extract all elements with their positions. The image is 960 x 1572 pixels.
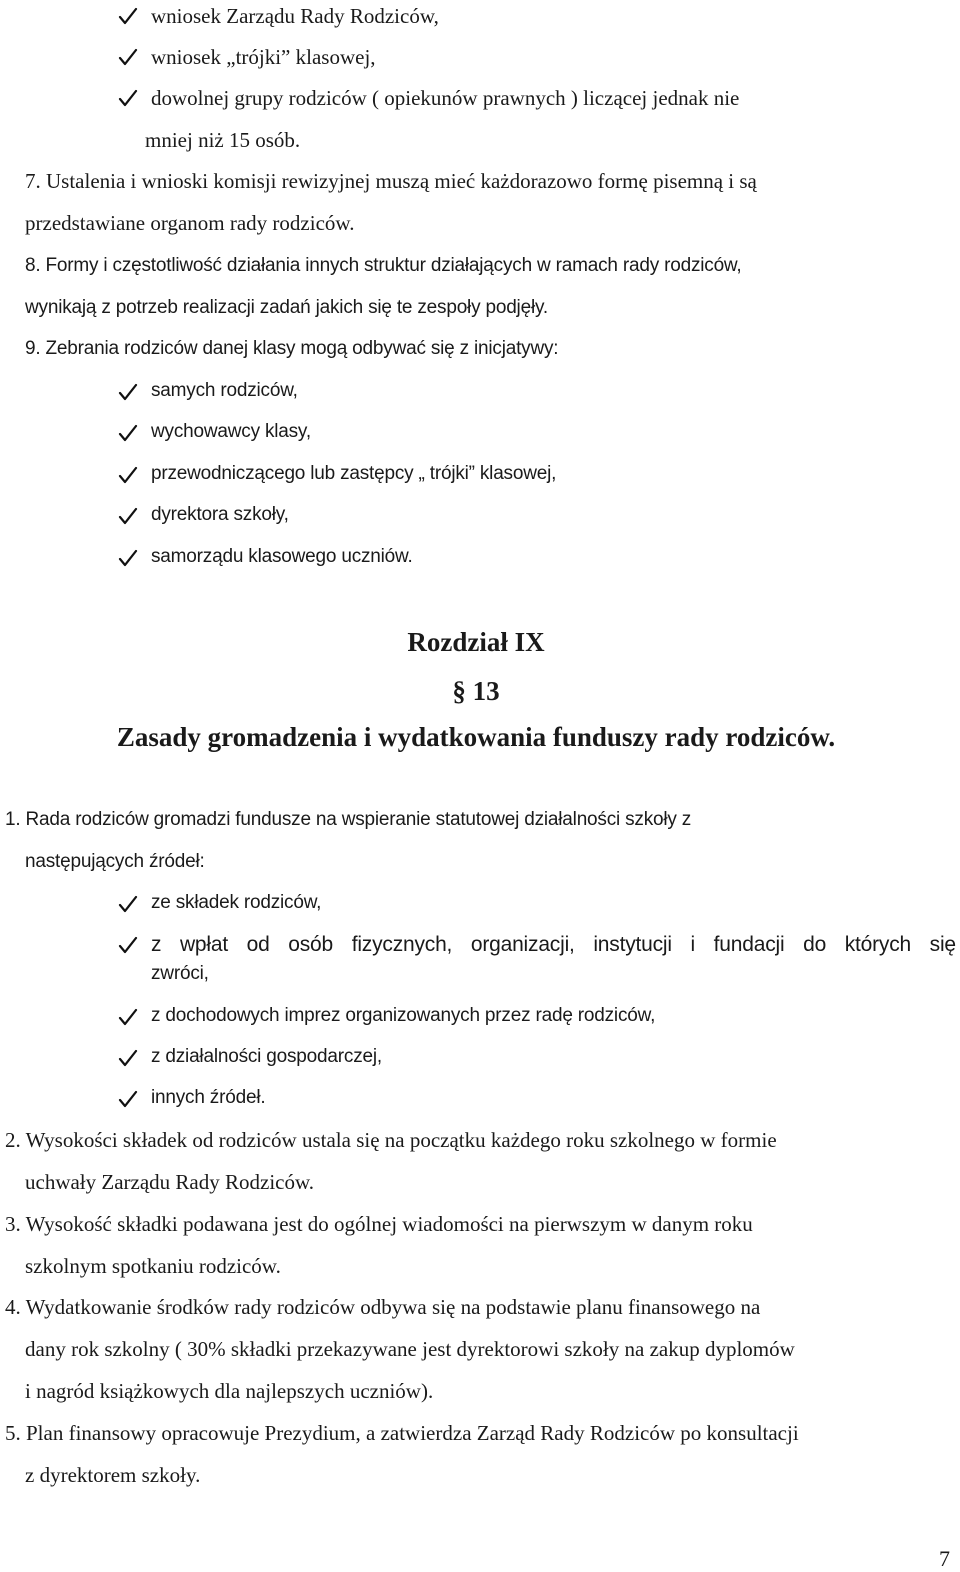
- word: się: [929, 933, 956, 956]
- bullet-continuation: mniej niż 15 osób.: [145, 128, 301, 152]
- source-item: ze składek rodziców,: [151, 892, 322, 913]
- checkmark-icon: [118, 935, 138, 957]
- item-8-line-1: 8. Formy i częstotliwość działania innych struktur działających w ramach rady rodziców,: [25, 255, 742, 276]
- word: fundacji: [713, 933, 785, 956]
- section-4-line-3: i nagród książkowych dla najlepszych uczniów).: [25, 1379, 434, 1403]
- source-item-justified: [151, 932, 956, 958]
- word: fizycznych,: [351, 933, 453, 956]
- checkmark-icon: [118, 1007, 138, 1029]
- bullet-text: wniosek Zarządu Rady Rodziców,: [151, 4, 439, 28]
- word: od: [246, 933, 270, 956]
- checkmark-icon: [118, 6, 138, 28]
- word: których: [844, 933, 912, 956]
- checkmark-icon: [118, 47, 138, 69]
- source-item: z działalności gospodarczej,: [151, 1046, 382, 1067]
- section-3-line-1: 3. Wysokość składki podawana jest do ogólnej wiadomości na pierwszym w danym roku: [5, 1212, 753, 1236]
- word: do: [803, 933, 827, 956]
- chapter-title: Rozdział IX: [407, 627, 545, 657]
- section-2-line-1: 2. Wysokości składek od rodziców ustala się na początku każdego roku szkolnego w formie: [5, 1128, 777, 1152]
- word: z: [151, 933, 162, 956]
- section-1-line-1: 1. Rada rodziców gromadzi fundusze na wspieranie statutowej działalności szkoły z: [5, 809, 692, 830]
- item-8-line-2: wynikają z potrzeb realizacji zadań jakich się te zespoły podjęły.: [25, 297, 548, 318]
- paragraph-number: § 13: [452, 676, 500, 706]
- page-number: 7: [939, 1546, 950, 1571]
- item-7-line-1: 7. Ustalenia i wnioski komisji rewizyjnej muszą mieć każdorazowo formę pisemną i są: [25, 169, 757, 193]
- checkmark-icon: [118, 465, 138, 487]
- checkmark-icon: [118, 382, 138, 404]
- source-item: z dochodowych imprez organizowanych przez radę rodziców,: [151, 1005, 656, 1026]
- bullet-text: wniosek „trójki” klasowej,: [151, 45, 376, 69]
- section-5-line-2: z dyrektorem szkoły.: [25, 1463, 201, 1487]
- item-7-line-2: przedstawiane organom rady rodziców.: [25, 211, 355, 235]
- section-5-line-1: 5. Plan finansowy opracowuje Prezydium, a zatwierdza Zarząd Rady Rodziców po konsultacji: [5, 1421, 799, 1445]
- section-2-line-2: uchwały Zarządu Rady Rodziców.: [25, 1170, 315, 1194]
- word: instytucji: [593, 933, 672, 956]
- section-4-line-2: dany rok szkolny ( 30% składki przekazywane jest dyrektorowi szkoły na zakup dyplomów: [25, 1337, 795, 1361]
- initiative-item: samorządu klasowego uczniów.: [151, 546, 413, 567]
- item-9-line-1: 9. Zebrania rodziców danej klasy mogą odbywać się z inicjatywy:: [25, 338, 559, 359]
- checkmark-icon: [118, 423, 138, 445]
- word: i: [690, 933, 695, 956]
- chapter-subtitle: Zasady gromadzenia i wydatkowania funduszy rady rodziców.: [116, 722, 836, 752]
- initiative-item: samych rodziców,: [151, 380, 298, 401]
- checkmark-icon: [118, 506, 138, 528]
- section-1-line-2: następujących źródeł:: [25, 851, 205, 872]
- word: osób: [288, 933, 334, 956]
- word: organizacji,: [470, 933, 575, 956]
- initiative-item: dyrektora szkoły,: [151, 504, 289, 525]
- checkmark-icon: [118, 548, 138, 570]
- section-3-line-2: szkolnym spotkaniu rodziców.: [25, 1254, 281, 1278]
- checkmark-icon: [118, 88, 138, 110]
- initiative-item: przewodniczącego lub zastępcy „ trójki” klasowej,: [151, 463, 557, 484]
- source-item-continuation: zwróci,: [151, 963, 209, 984]
- word: wpłat: [179, 933, 228, 956]
- source-item: innych źródeł.: [151, 1087, 266, 1108]
- section-4-line-1: 4. Wydatkowanie środków rady rodziców odbywa się na podstawie planu finansowego na: [5, 1295, 761, 1319]
- initiative-item: wychowawcy klasy,: [151, 421, 311, 442]
- checkmark-icon: [118, 894, 138, 916]
- bullet-text: dowolnej grupy rodziców ( opiekunów prawnych ) liczącej jednak nie: [151, 86, 740, 110]
- checkmark-icon: [118, 1048, 138, 1070]
- checkmark-icon: [118, 1089, 138, 1111]
